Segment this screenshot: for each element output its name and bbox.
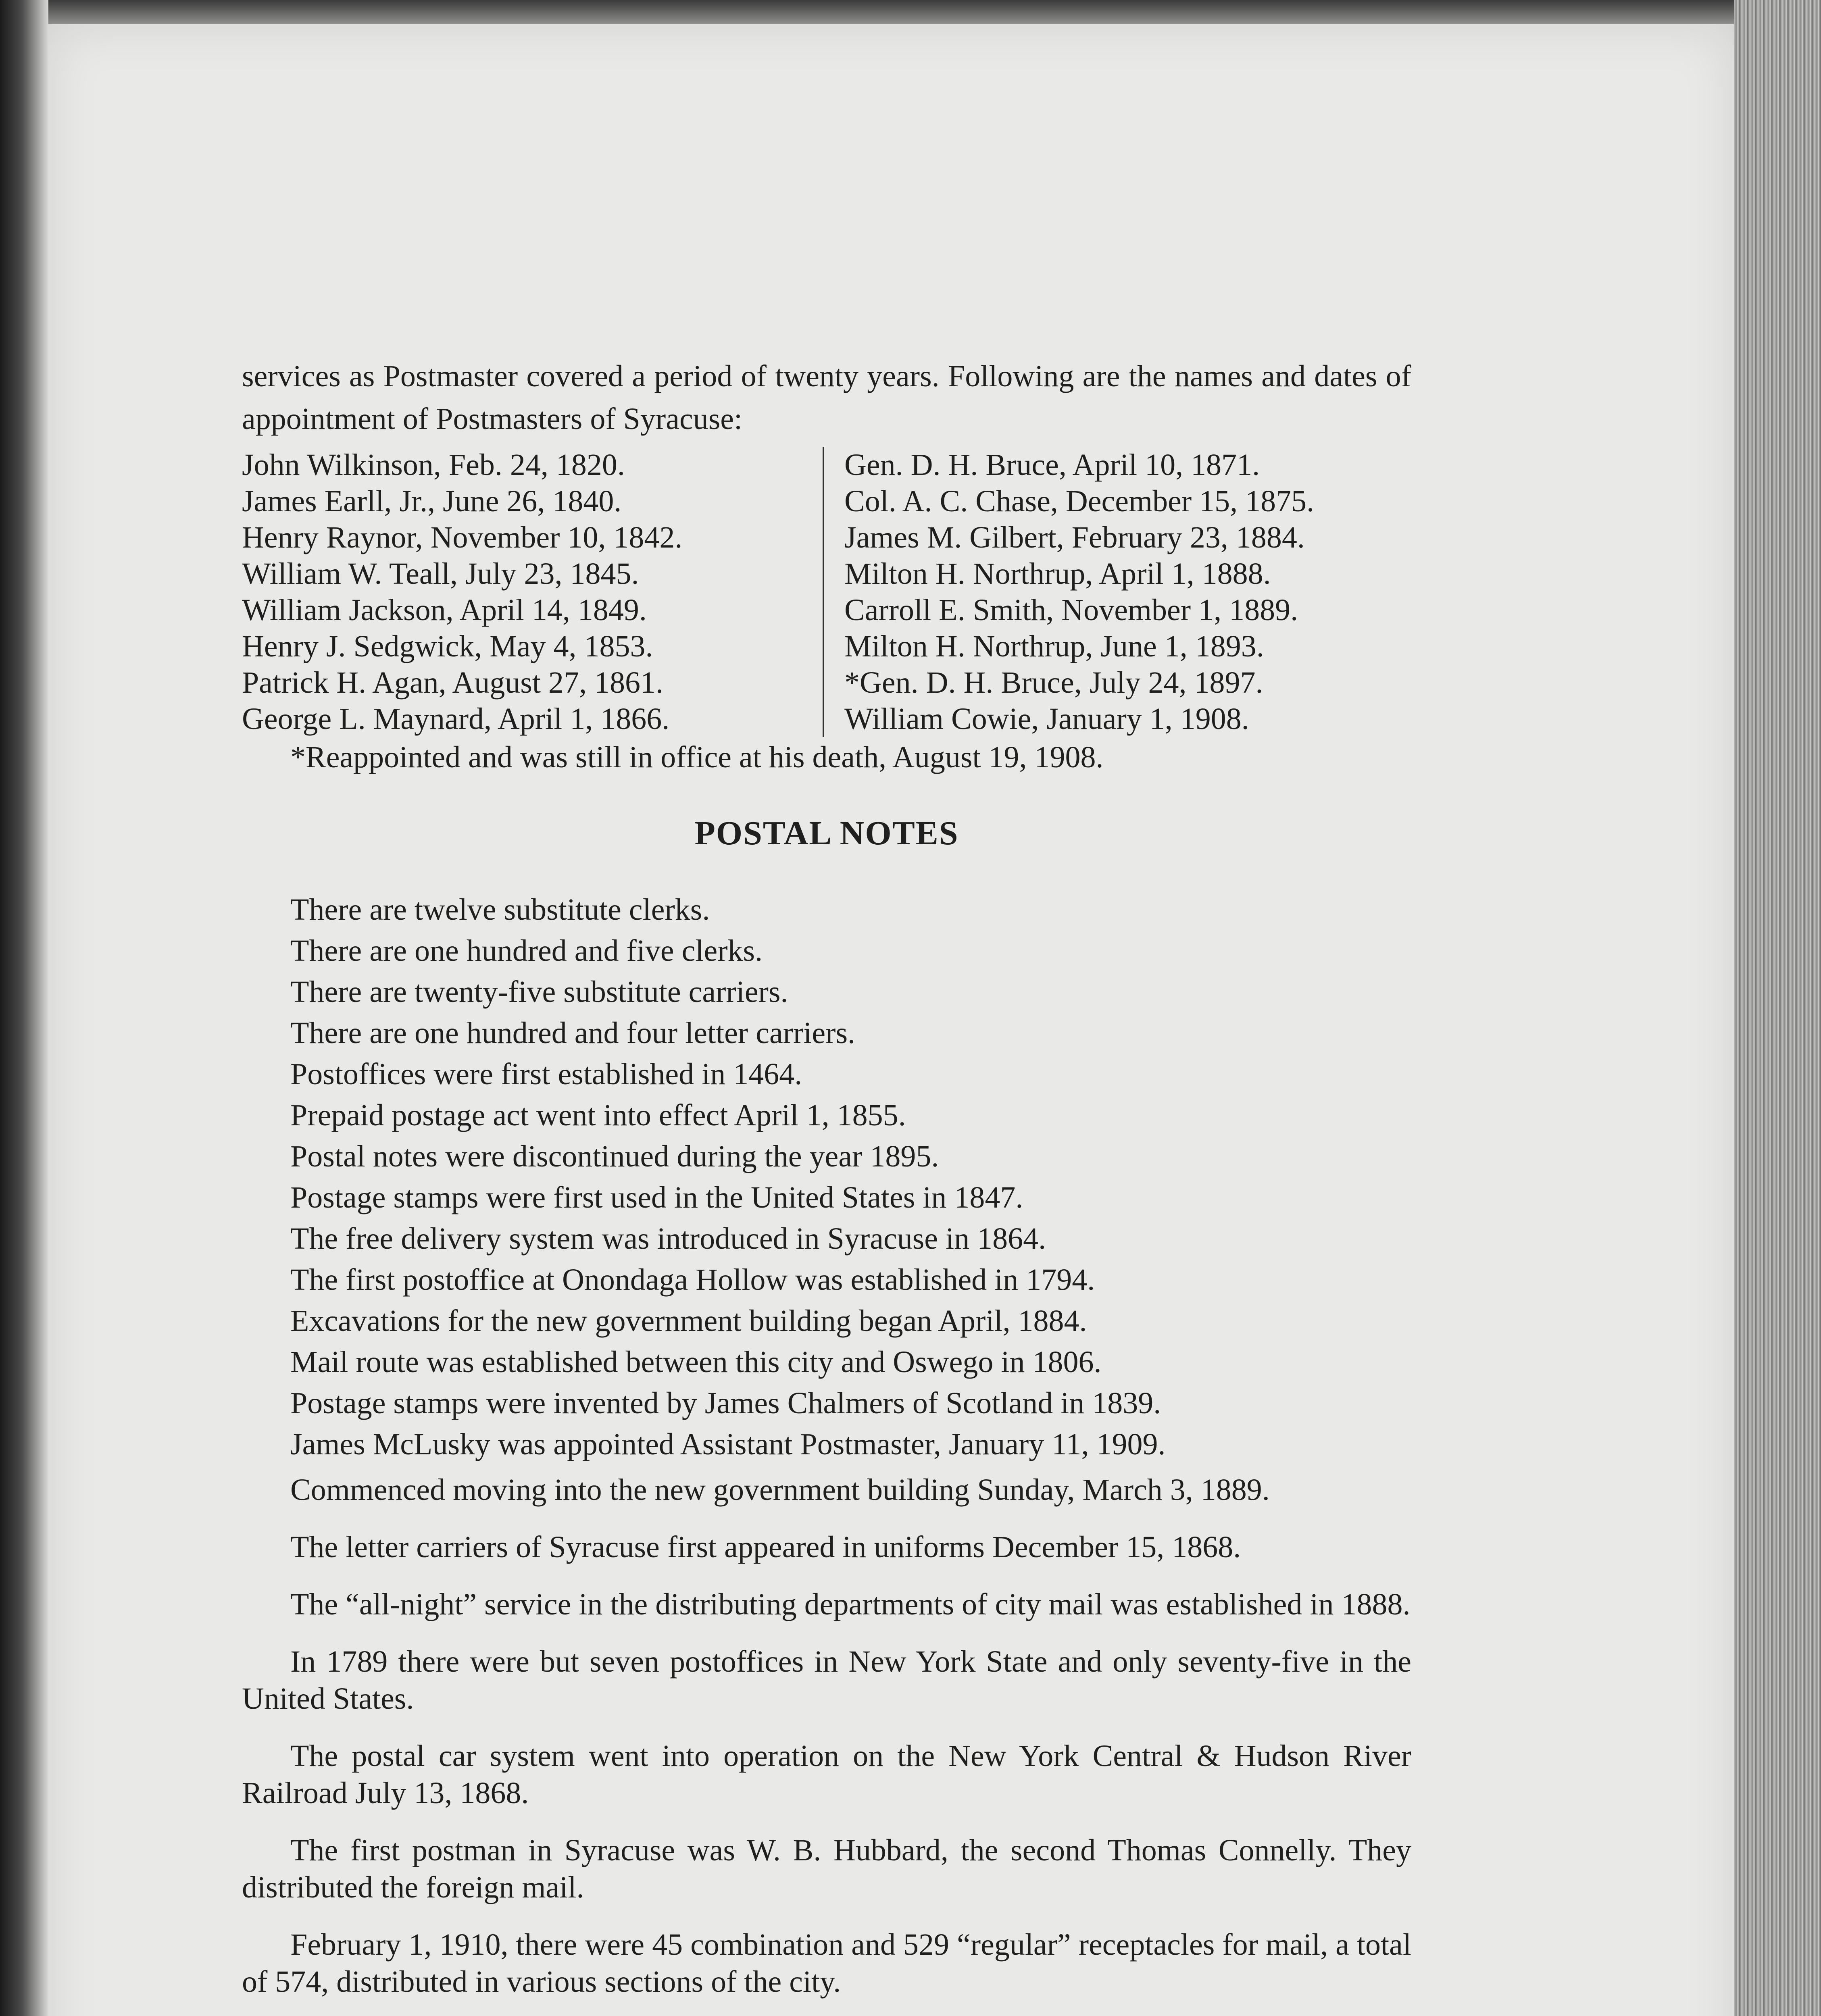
postmaster-entry: Carroll E. Smith, November 1, 1889.	[844, 593, 1298, 627]
postal-note: Prepaid postage act went into effect April 1, 1855.	[290, 1098, 906, 1132]
postal-note: There are twelve substitute clerks.	[290, 893, 710, 927]
intro-paragraph: services as Postmaster covered a period of twenty years. Following are the names and dates of appointment of Postmasters of Syracuse:	[242, 359, 1411, 436]
postmaster-entry: Henry J. Sedgwick, May 4, 1853.	[242, 629, 653, 663]
postmaster-entry: John Wilkinson, Feb. 24, 1820.	[242, 448, 625, 482]
postal-note-paragraph: The letter carriers of Syracuse first appeared in uniforms December 15, 1868.	[290, 1530, 1241, 1564]
postmaster-entry: Milton H. Northrup, April 1, 1888.	[844, 557, 1271, 591]
postmaster-entry: Gen. D. H. Bruce, April 10, 1871.	[844, 448, 1260, 482]
postal-note-paragraph: The postal car system went into operation on the New York Central & Hudson River Railroad July 13, 1868.	[242, 1739, 1411, 1810]
postal-note-paragraph: The first postman in Syracuse was W. B. Hubbard, the second Thomas Connelly. They distributed the foreign mail.	[242, 1833, 1411, 1904]
postmaster-entry: William Jackson, April 14, 1849.	[242, 593, 647, 627]
postmaster-entry: William Cowie, January 1, 1908.	[844, 702, 1249, 736]
postal-note: The free delivery system was introduced in Syracuse in 1864.	[290, 1222, 1046, 1256]
postal-note: Postage stamps were first used in the United States in 1847.	[290, 1181, 1023, 1214]
book-gutter	[0, 0, 48, 2016]
postmaster-entry: Col. A. C. Chase, December 15, 1875.	[844, 484, 1315, 518]
book-page-edges	[1734, 0, 1821, 2016]
footnote: *Reappointed and was still in office at his death, August 19, 1908.	[290, 740, 1104, 774]
postmaster-entry: Patrick H. Agan, August 27, 1861.	[242, 666, 663, 700]
postal-note: There are one hundred and four letter carriers.	[290, 1016, 856, 1050]
postal-note: Postal notes were discontinued during the year 1895.	[290, 1139, 939, 1173]
long-notes-list	[242, 1471, 1411, 2016]
postal-note: James McLusky was appointed Assistant Postmaster, January 11, 1909.	[290, 1427, 1166, 1461]
section-heading: POSTAL NOTES	[694, 814, 959, 852]
postal-note: Postage stamps were invented by James Chalmers of Scotland in 1839.	[290, 1386, 1161, 1420]
postmaster-entry: James Earll, Jr., June 26, 1840.	[242, 484, 622, 518]
postal-note-paragraph: The “all-night” service in the distributing departments of city mail was established in 1888.	[290, 1587, 1411, 1621]
short-notes-list	[242, 889, 1411, 1465]
postal-note-paragraph: February 1, 1910, there were 45 combination and 529 “regular” receptacles for mail, a total of 574, distributed in various sections of the city.	[242, 1928, 1411, 1999]
postal-note: There are one hundred and five clerks.	[290, 934, 763, 968]
postmaster-entry: George L. Maynard, April 1, 1866.	[242, 702, 670, 736]
postal-note-paragraph: Commenced moving into the new government building Sunday, March 3, 1889.	[290, 1473, 1270, 1507]
postmasters-column-left	[242, 447, 823, 737]
postal-note: There are twenty-five substitute carriers.	[290, 975, 788, 1009]
postmasters-column-right	[823, 447, 1314, 737]
postmasters-list	[242, 447, 1411, 737]
postmaster-entry: Milton H. Northrup, June 1, 1893.	[844, 629, 1264, 663]
page-content	[242, 355, 1411, 2016]
postmaster-entry: Henry Raynor, November 10, 1842.	[242, 521, 683, 554]
postal-note: Mail route was established between this city and Oswego in 1806.	[290, 1345, 1102, 1379]
postmaster-entry: William W. Teall, July 23, 1845.	[242, 557, 639, 591]
postmaster-entry: *Gen. D. H. Bruce, July 24, 1897.	[844, 666, 1263, 700]
postal-note: Excavations for the new government building began April, 1884.	[290, 1304, 1087, 1338]
postal-note: Postoffices were first established in 1464.	[290, 1057, 802, 1091]
postal-note-paragraph: In 1789 there were but seven postoffices in New York State and only seventy-five in the United States.	[242, 1645, 1411, 1716]
book-top-edge	[0, 0, 1821, 24]
postmaster-entry: James M. Gilbert, February 23, 1884.	[844, 521, 1305, 554]
postal-note: The first postoffice at Onondaga Hollow was established in 1794.	[290, 1263, 1095, 1297]
